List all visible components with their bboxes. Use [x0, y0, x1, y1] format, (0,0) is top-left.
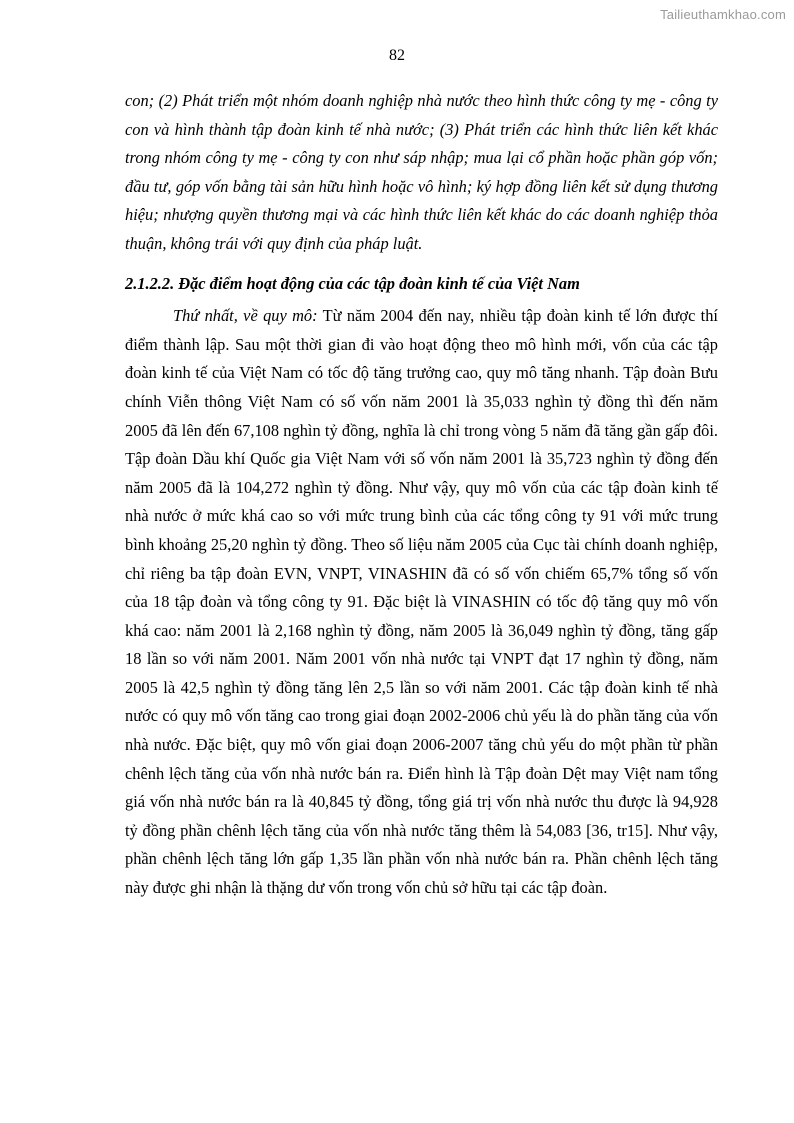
site-watermark: Tailieuthamkhao.com — [660, 7, 786, 22]
page-number: 82 — [389, 47, 405, 64]
body-paragraph — [125, 302, 718, 902]
document-body — [125, 87, 718, 903]
intro-paragraph: con; (2) Phát triển một nhóm doanh nghiệp nhà nước theo hình thức công ty mẹ - công ty con và hình thành tập đoàn kinh tế nhà nước; (3) Phát triển các hình thức liên kết khác trong nhóm công ty mẹ - công ty con như sáp nhập; mua lại cổ phần hoặc phần góp vốn; đầu tư, góp vốn bằng tài sản hữu hình hoặc vô hình; ký hợp đồng liên kết sử dụng thương hiệu; nhượng quyền thương mại và các hình thức liên kết khác do các doanh nghiệp thỏa thuận, không trái với quy định của pháp luật. — [125, 91, 718, 253]
paragraph-lead: Thứ nhất, về quy mô: — [173, 306, 318, 326]
section-heading: 2.1.2.2. Đặc điểm hoạt động của các tập đoàn kinh tế của Việt Nam — [125, 273, 580, 293]
paragraph-text: Từ năm 2004 đến nay, nhiều tập đoàn kinh tế lớn được thí điểm thành lập. Sau một thời gian đi vào hoạt động theo mô hình mới, vốn của các tập đoàn kinh tế của Việt Nam có tốc độ tăng trưởng cao, quy mô tăng nhanh. Tập đoàn Bưu chính Viễn thông Việt Nam có số vốn năm 2001 là 35,033 nghìn tỷ đồng thì đến năm 2005 đã lên đến 67,108 nghìn tỷ đồng, nghĩa là chỉ trong vòng 5 năm đã tăng gần gấp đôi. Tập đoàn Dầu khí Quốc gia Việt Nam với số vốn năm 2001 là 35,723 nghìn tỷ đồng đến năm 2005 đã là 104,272 nghìn tỷ đồng. Như vậy, quy mô vốn của các tập đoàn kinh tế nhà nước ở mức khá cao so với mức trung bình của các tổng công ty 91 với mức trung bình khoảng 25,20 nghìn tỷ đồng. Theo số liệu năm 2005 của Cục tài chính doanh nghiệp, chỉ riêng ba tập đoàn EVN, VNPT, VINASHIN đã có số vốn chiếm 65,7% tổng số vốn của 18 tập đoàn và tổng công ty 91. Đặc biệt là VINASHIN có tốc độ tăng quy mô vốn khá cao: năm 2001 là 2,168 nghìn tỷ đồng, năm 2005 là 36,049 nghìn tỷ đồng, tăng gấp 18 lần so với năm 2001. Năm 2001 vốn nhà nước tại VNPT đạt 17 nghìn tỷ đồng, năm 2005 là 42,5 nghìn tỷ đồng tăng lên 2,5 lần so với năm 2001. Các tập đoàn kinh tế nhà nước có quy mô vốn tăng cao trong giai đoạn 2002-2006 chủ yếu là do phần tăng của vốn nhà nước. Đặc biệt, quy mô vốn giai đoạn 2006-2007 tăng chủ yếu do một phần từ phần chênh lệch tăng của vốn nhà nước bán ra. Điển hình là Tập đoàn Dệt may Việt nam tổng giá vốn nhà nước bán ra là 40,845 tỷ đồng, tổng giá trị vốn nhà nước thu được là 94,928 tỷ đồng phần chênh lệch tăng của vốn nhà nước tăng thêm là 54,083 [36, tr15]. Như vậy, phần chênh lệch tăng lớn gấp 1,35 lần phần vốn nhà nước bán ra. Phần chênh lệch tăng này được ghi nhận là thặng dư vốn trong vốn chủ sở hữu tại các tập đoàn. — [125, 306, 718, 898]
